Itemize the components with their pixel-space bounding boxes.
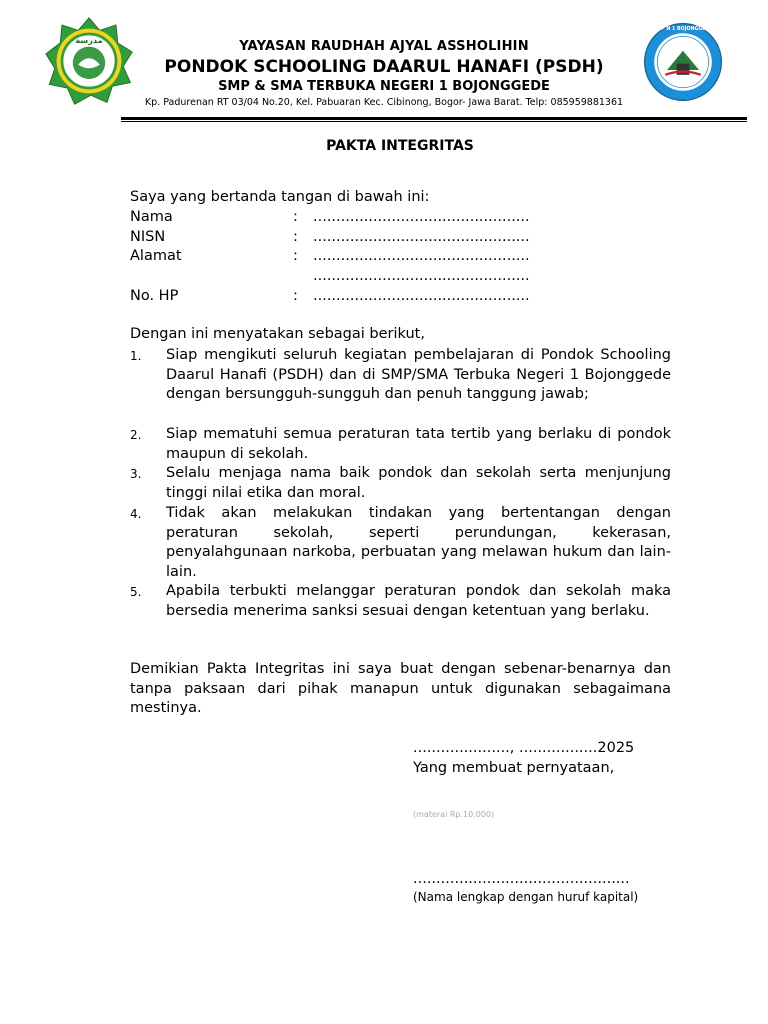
header-divider-thin xyxy=(121,121,747,122)
item-number: 5. xyxy=(130,585,142,599)
field-label-alamat: Alamat xyxy=(130,248,182,264)
statement-intro: Dengan ini menyatakan sebagai berikut, xyxy=(130,326,425,342)
logo-left-text: مدرسة xyxy=(75,35,103,45)
field-colon: : xyxy=(293,248,298,264)
statement-item: Siap mematuhi semua peraturan tata tertib yang berlaku di pondok maupun di sekolah. xyxy=(166,426,671,462)
field-value-nama[interactable]: ............................................... xyxy=(313,209,530,225)
field-label-nisn: NISN xyxy=(130,229,166,245)
field-label-nohp: No. HP xyxy=(130,288,179,304)
name-note: (Nama lengkap dengan huruf kapital) xyxy=(413,890,639,904)
statement-item: Selalu menjaga nama baik pondok dan sekolah serta menjunjung tinggi nilai etika dan moral. xyxy=(166,465,671,501)
item-number: 3. xyxy=(130,467,142,481)
signature-name-line[interactable]: ............................................... xyxy=(413,871,630,887)
field-value-alamat[interactable]: ............................................... xyxy=(313,248,530,264)
field-colon: : xyxy=(293,209,298,225)
statement-item: Siap mengikuti seluruh kegiatan pembelajaran di Pondok Schooling Daarul Hanafi (PSDH) dan di SMP/SMA Terbuka Negeri 1 Bojonggede dengan bersungguh-sungguh dan penuh tanggung jawab; xyxy=(166,347,671,403)
field-value-nohp[interactable]: ............................................... xyxy=(313,288,530,304)
foundation-name: YAYASAN RAUDHAH AJYAL ASSHOLIHIN xyxy=(239,39,529,54)
logo-right-text: SMP N 1 BOJONGGEDE xyxy=(652,27,714,32)
document-title: PAKTA INTEGRITAS xyxy=(326,138,474,154)
signer-role: Yang membuat pernyataan, xyxy=(413,760,615,776)
place-date[interactable]: ....................., .................2025 xyxy=(413,740,635,756)
field-colon: : xyxy=(293,288,298,304)
pondok-name: PONDOK SCHOOLING DAARUL HANAFI (PSDH) xyxy=(164,57,604,77)
item-number: 4. xyxy=(130,507,142,521)
item-number: 2. xyxy=(130,428,142,442)
field-value-alamat-line2[interactable]: ............................................... xyxy=(313,268,530,284)
field-colon: : xyxy=(293,229,298,245)
header-divider-thick xyxy=(121,117,747,120)
materai-note: (materai Rp.10.000) xyxy=(413,810,495,819)
intro-text: Saya yang bertanda tangan di bawah ini: xyxy=(130,189,430,205)
address-line: Kp. Padurenan RT 03/04 No.20, Kel. Pabuaran Kec. Cibinong, Bogor- Jawa Barat. Telp: 085959881361 xyxy=(144,97,624,108)
closing-paragraph: Demikian Pakta Integritas ini saya buat dengan sebenar-benarnya dan tanpa paksaan dari pihak manapun untuk digunakan sebagaimana mestinya. xyxy=(130,661,671,717)
field-label-nama: Nama xyxy=(130,209,173,225)
field-value-nisn[interactable]: ............................................... xyxy=(313,229,530,245)
item-number: 1. xyxy=(130,349,142,363)
school-name: SMP & SMA TERBUKA NEGERI 1 BOJONGGEDE xyxy=(218,79,550,94)
statement-item: Tidak akan melakukan tindakan yang bertentangan dengan peraturan sekolah, seperti perundungan, kekerasan, penyalahgunaan narkoba, perbuatan yang melawan hukum dan lain-lain. xyxy=(166,505,671,580)
statement-item: Apabila terbukti melanggar peraturan pondok dan sekolah maka bersedia menerima sanksi sesuai dengan ketentuan yang berlaku. xyxy=(166,583,671,619)
